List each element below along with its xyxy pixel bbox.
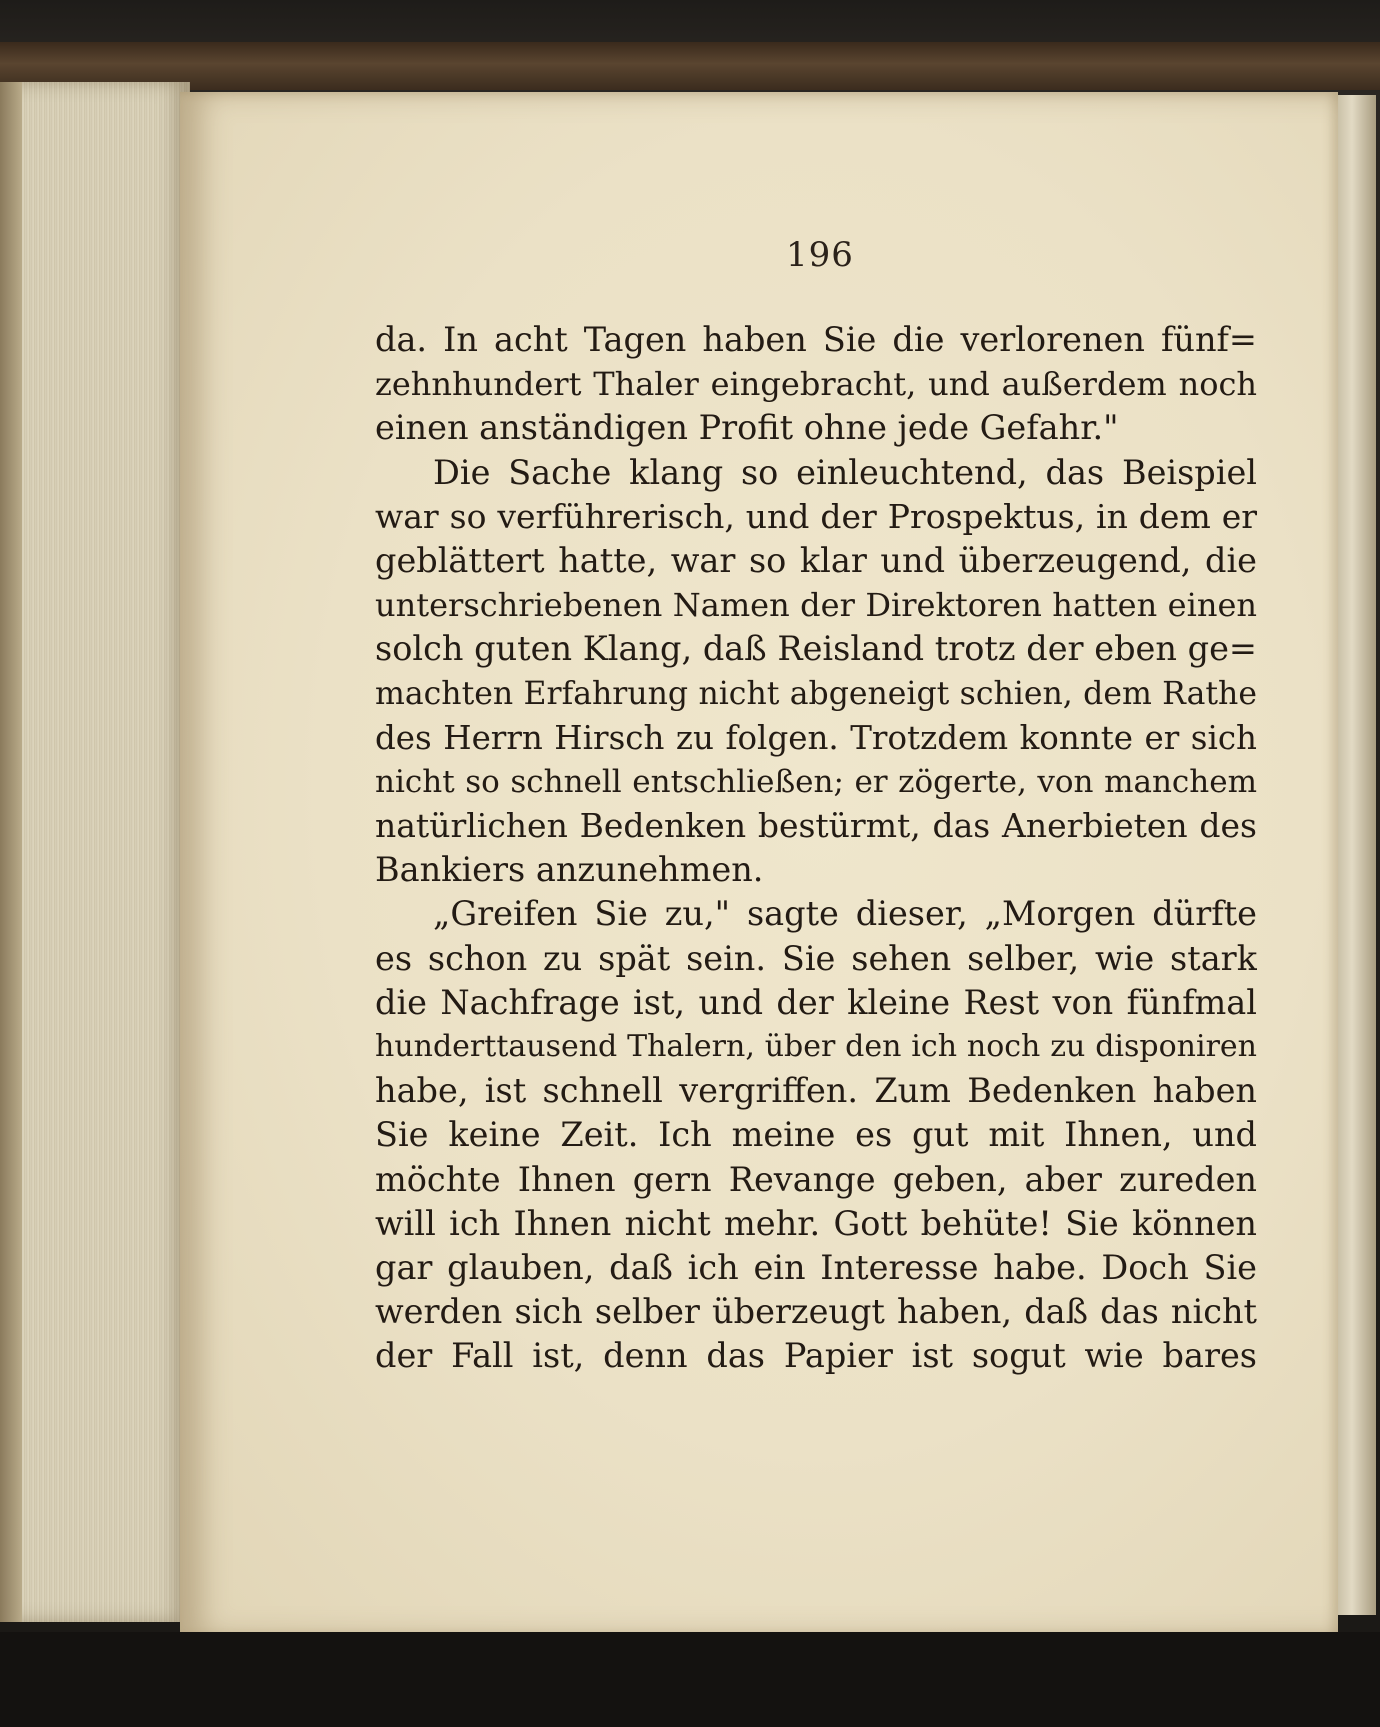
text-line: Bankiers anzunehmen. xyxy=(375,850,764,890)
text-line: Sie keine Zeit. Ich meine es gut mit Ihnen, und xyxy=(375,1115,1257,1155)
page-number: 196 xyxy=(786,235,854,275)
text-line: möchte Ihnen gern Revange geben, aber zureden xyxy=(375,1159,1257,1199)
body-text xyxy=(375,318,1257,1379)
text-line: der Fall ist, denn das Papier ist sogut wie bares xyxy=(375,1336,1257,1376)
text-line: des Herrn Hirsch zu folgen. Trotzdem konnte er sich xyxy=(375,718,1257,757)
text-line: da. In acht Tagen haben Sie die verlorenen fünf= xyxy=(375,320,1257,359)
text-line: hunderttausend Thalern, über den ich noch zu disponiren xyxy=(375,1029,1257,1064)
book-cover-top xyxy=(0,42,1380,90)
page-stack-left xyxy=(0,82,190,1622)
text-line: Die Sache klang so einleuchtend, das Beispiel xyxy=(433,452,1257,492)
text-line: „Greifen Sie zu," sagte dieser, „Morgen dürfte xyxy=(433,894,1257,934)
text-line: unterschriebenen Namen der Direktoren hatten einen xyxy=(375,586,1257,625)
text-line: machten Erfahrung nicht abgeneigt schien, dem Rathe xyxy=(375,675,1257,712)
text-line: will ich Ihnen nicht mehr. Gott behüte! Sie können xyxy=(375,1203,1257,1243)
page-stack-left-edge xyxy=(0,82,22,1622)
text-line: werden sich selber überzeugt haben, daß das nicht xyxy=(375,1292,1257,1332)
text-line: es schon zu spät sein. Sie sehen selber, wie stark xyxy=(375,938,1257,978)
page-stack-right xyxy=(1336,95,1376,1615)
text-line: geblättert hatte, war so klar und überzeugend, die xyxy=(375,540,1257,580)
text-line: habe, ist schnell vergriffen. Zum Bedenken haben xyxy=(375,1071,1257,1111)
text-line: zehnhundert Thaler eingebracht, und außerdem noch xyxy=(375,365,1257,404)
text-line: war so verführerisch, und der Prospektus, in dem er xyxy=(375,496,1257,536)
text-line: nicht so schnell entschließen; er zögerte, von manchem xyxy=(375,763,1257,800)
text-line: natürlichen Bedenken bestürmt, das Anerbieten des xyxy=(375,806,1257,846)
text-line: die Nachfrage ist, und der kleine Rest von fünfmal xyxy=(375,982,1257,1022)
scan-bottom-band xyxy=(0,1632,1380,1727)
text-line: gar glauben, daß ich ein Interesse habe. Doch Sie xyxy=(375,1247,1257,1287)
text-line: solch guten Klang, daß Reisland trotz der eben ge= xyxy=(375,629,1257,669)
text-line: einen anständigen Profit ohne jede Gefahr." xyxy=(375,408,1119,448)
